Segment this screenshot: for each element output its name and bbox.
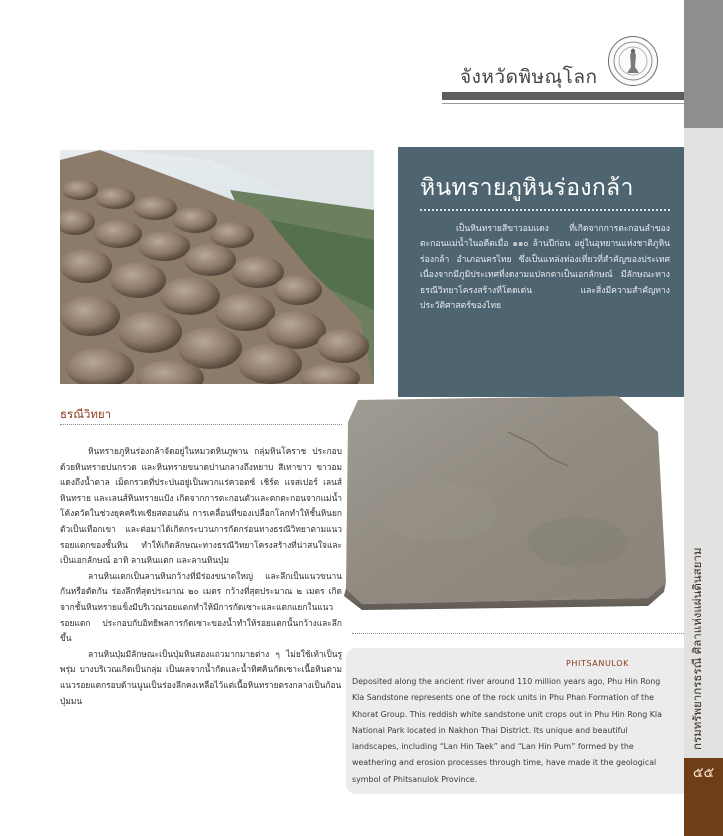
geology-paragraph: หินทรายภูหินร่องกล้าจัดอยู่ในหมวดหินภูพาน กลุ่มหินโคราช ประกอบด้วยหินทรายปนกรวด และหินทรายขนาดปานกลางถึงหยาบ สีเทาขาว ขาวอมแดงถึงน้ำตาล เม็ดกรวดที่ประปนอยู่เป็นพวกแร่ควอตซ์ เชิร์ต แจสเปอร์ เลนส์หินทราย และเลนส์หินทรายแป้ง เกิดจากการตะกอนตัวและตกตะกอนจากแม่น้ำโค้งตวัดในช่วงยุคครีเทเชียสตอนต้น การเคลื่อนที่ของเปลือกโลกทำให้ชั้นหินยกตัวเป็นเทือกเขา และต่อมาได้เกิดกระบวนการกัดกร่อนทางธรณีวิทยาตามแนวรอยแตกของชั้นหิน ทำให้เกิดลักษณะทางธรณีวิทยาโครงสร้างที่น่าสนใจและเป็นเอกลักษณ์ อาทิ ลานหินแตก และลานหินปุ่ม (60, 446, 342, 566)
feature-title: หินทรายภูหินร่องกล้า (420, 175, 634, 201)
geology-paragraph: ลานหินปุ่มมีลักษณะเป็นปุ่มหินสองแถวมากมายต่าง ๆ ไม่ยใช้เท้าเป็นรูพรุ่ม บางบริเวณเกิดเป็นกลุ่ม เป็นผลจากน้ำกัดและน้ำทิศคินกัดเซาะเนื้อหินตามแนวรอยแตกรอบด้านนูนเป็นร่องลึกคงเหลือไว้แต่เนื้อหินทรายตรงกลางเป็นก้อนปุ่มมน (60, 648, 342, 706)
feature-description: เป็นหินทรายสีขาวอมแดง ที่เกิดจากการตะกอนลำของตะกอนแม่น้ำในอดีตเมื่อ ๑๑๐ ล้านปีก่อน อยู่ในอุทยานแห่งชาติภูหินร่องกล้า อำเภอนครไทย ซึ่งเป็นแหล่งท่องเที่ยวที่สำคัญของประเทศ เนื่องจากมีภูมิประเทศที่งดงามแปลกตาเป็นเอกลักษณ์ มีลักษณะทางธรณีวิทยาโครงสร้างที่โดดเด่น และสิ่งมีความสำคัญทางประวัติศาสตร์ของไทย (420, 224, 670, 312)
english-dotted-divider (352, 633, 684, 634)
geology-body (60, 444, 342, 709)
geology-heading: ธรณีวิทยา (60, 407, 112, 421)
header-rule (442, 92, 684, 100)
geology-paragraph: ลานหินแตกเป็นลานหินกว้างที่มีร่องขนาดใหญ่ และลึกเป็นแนวขนานกันหรือตัดกัน ร่องลึกที่สุดประมาณ ๒๐ เมตร กว้างที่สุดประมาณ ๒ เมตร เกิดจากชั้นหินทรายแข็งมีบริเวณรอยแตกทำให้มีการกัดเซาะและแตกแยกในแนวรอยแตก ประกอบกับอิทธิพลการกัดเซาะของน้ำทำให้รอยแตกนั้นกว้างและลึกขึ้น (60, 570, 342, 644)
sandstone-slab-photo (318, 392, 670, 612)
side-strip-top-band (684, 0, 723, 128)
geology-dotted-divider (60, 424, 342, 425)
provincial-seal-icon (608, 36, 658, 86)
province-header: จังหวัดพิษณุโลก (460, 66, 598, 88)
vertical-book-caption: กรมทรัพยากรธรณี ศิลาแห่งแผ่นดินสยาม (690, 547, 704, 750)
header-rule-thin (442, 103, 684, 104)
english-province-label: PHITSANULOK (566, 659, 629, 668)
english-summary-text: Deposited along the ancient river around 110 million years ago, Phu Hin Rong Kla Sandstone represents one of the rock units in Phu Phan Formation of the Khorat Group. This reddish white sandstone unit crops out in Phu Hin Rong Kla National Park located in Nakhon Thai District. Its unique and beautiful landscapes, including “Lan Hin Taek” and “Lan Hin Pum” formed by the weathering and erosion processes through time, have made it the geological symbol of Phitsanulok Province. (352, 677, 662, 784)
rock-formation-photo (60, 150, 374, 384)
title-dotted-divider (420, 209, 670, 211)
page-number: ๕๕ (692, 765, 715, 781)
